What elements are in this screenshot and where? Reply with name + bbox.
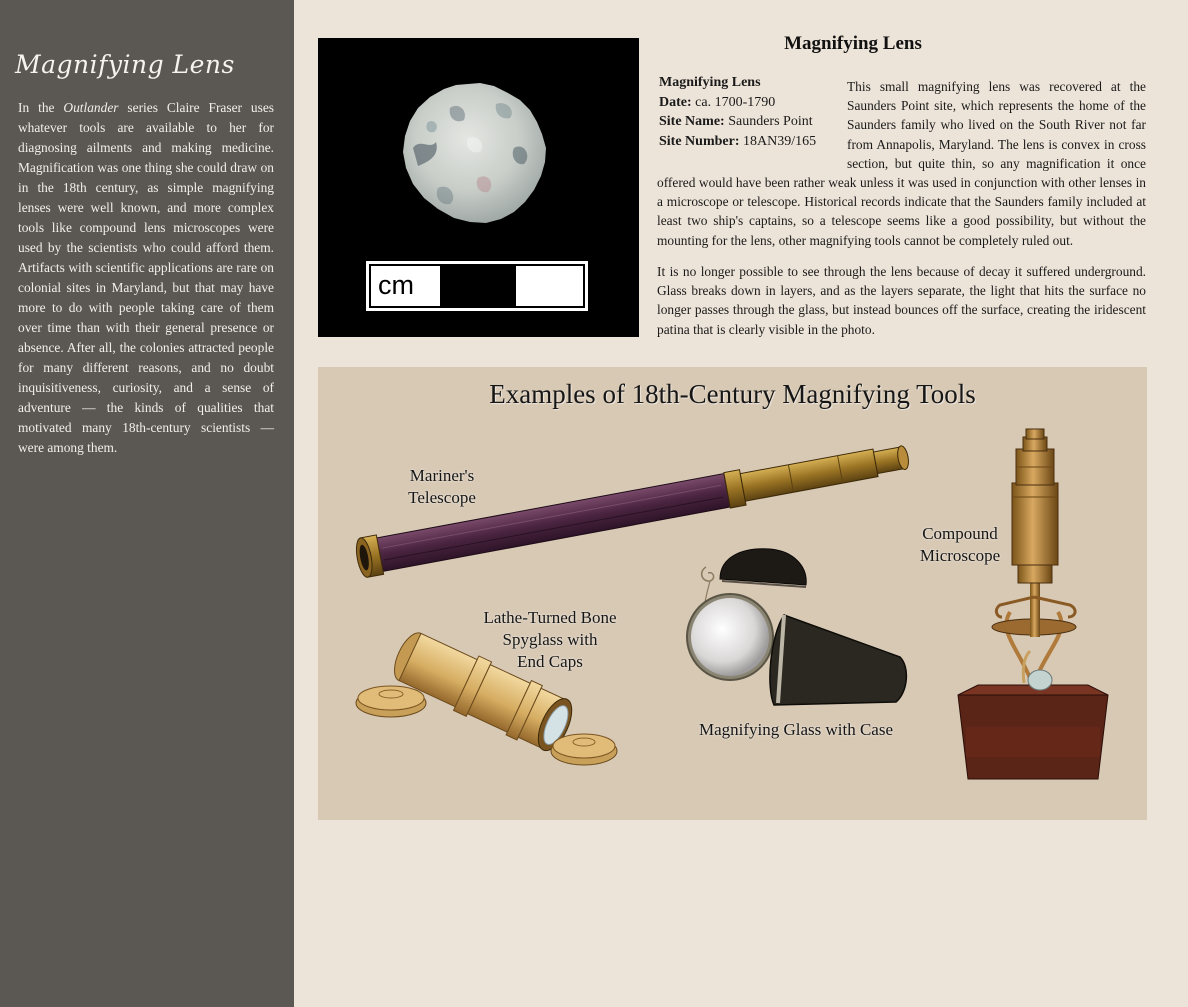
meta-date: Date: ca. 1700-1790 <box>659 94 776 110</box>
series-name: Outlander <box>63 100 119 115</box>
article-title: Magnifying Lens <box>784 33 922 54</box>
label-mariners-telescope: Mariner's Telescope <box>408 466 476 507</box>
article-paragraph-2: It is no longer possible to see through the lens because of decay it suffered underground. Glass breaks down in layers, and as the layers separate, the light that hits the surface no longer passes through the glass, but instead bounces off the surface, creating the iridescent patina that is clearly visible in the photo. <box>657 264 1146 337</box>
tools-drawing <box>318 367 1147 820</box>
lens-photo-image <box>318 38 639 337</box>
meta-name: Magnifying Lens <box>659 75 761 90</box>
label-compound-microscope: Compound Microscope <box>919 524 1001 565</box>
meta-site-number: Site Number: 18AN39/165 <box>659 133 817 149</box>
sidebar-title: Magnifying Lens <box>15 50 235 79</box>
tools-title: Examples of 18th-Century Magnifying Tools <box>489 379 976 409</box>
article-paragraph-1: This small magnifying lens was recovered at the Saunders Point site, which represents the home of the Saunders family who lived on the South River not far from Annapolis, Maryland. The lens is convex in cross section, but quite thin, so any magnification it once offered would have been rather weak unless it was used in conjunction with other lenses in a microscope or telescope. Historical records indicate that the Saunders family included at least two ship's captains, so a telescope seems like a good possibility, but without the mounting for the lens, other magnifying tools cannot be completely ruled out. <box>657 79 1146 248</box>
tools-illustration <box>318 367 1147 820</box>
label-magnifying-glass: Magnifying Glass with Case <box>698 720 894 739</box>
magnifying-glass-with-case <box>687 549 906 705</box>
sidebar <box>0 0 294 1007</box>
scale-label: cm <box>378 270 414 300</box>
compound-microscope <box>958 429 1108 779</box>
meta-site-name: Site Name: Saunders Point <box>659 114 813 129</box>
sidebar-text: In the Outlander series Claire Fraser uses whatever tools are available to her for diagnosing ailments and making medicine. Magnification was one thing she could draw on in the 18th century, as simple magnifying lenses were well known, and more complex tools like compound lens microscopes were used by the scientists who could afford them. Artifacts with scientific applications are rare on colonial sites in Maryland, but that may have more to do with people taking care of them over time than with their general presence or absence. After all, the colonies attracted people for many different reasons, and no doubt inquisitiveness, curiosity, and a sense of adventure — the kinds of qualities that motivated many 18th-century scientists — were among them. <box>18 100 274 455</box>
label-bone-spyglass: Lathe-Turned Bone Spyglass with End Caps <box>483 608 617 671</box>
lens-photo <box>318 38 639 337</box>
